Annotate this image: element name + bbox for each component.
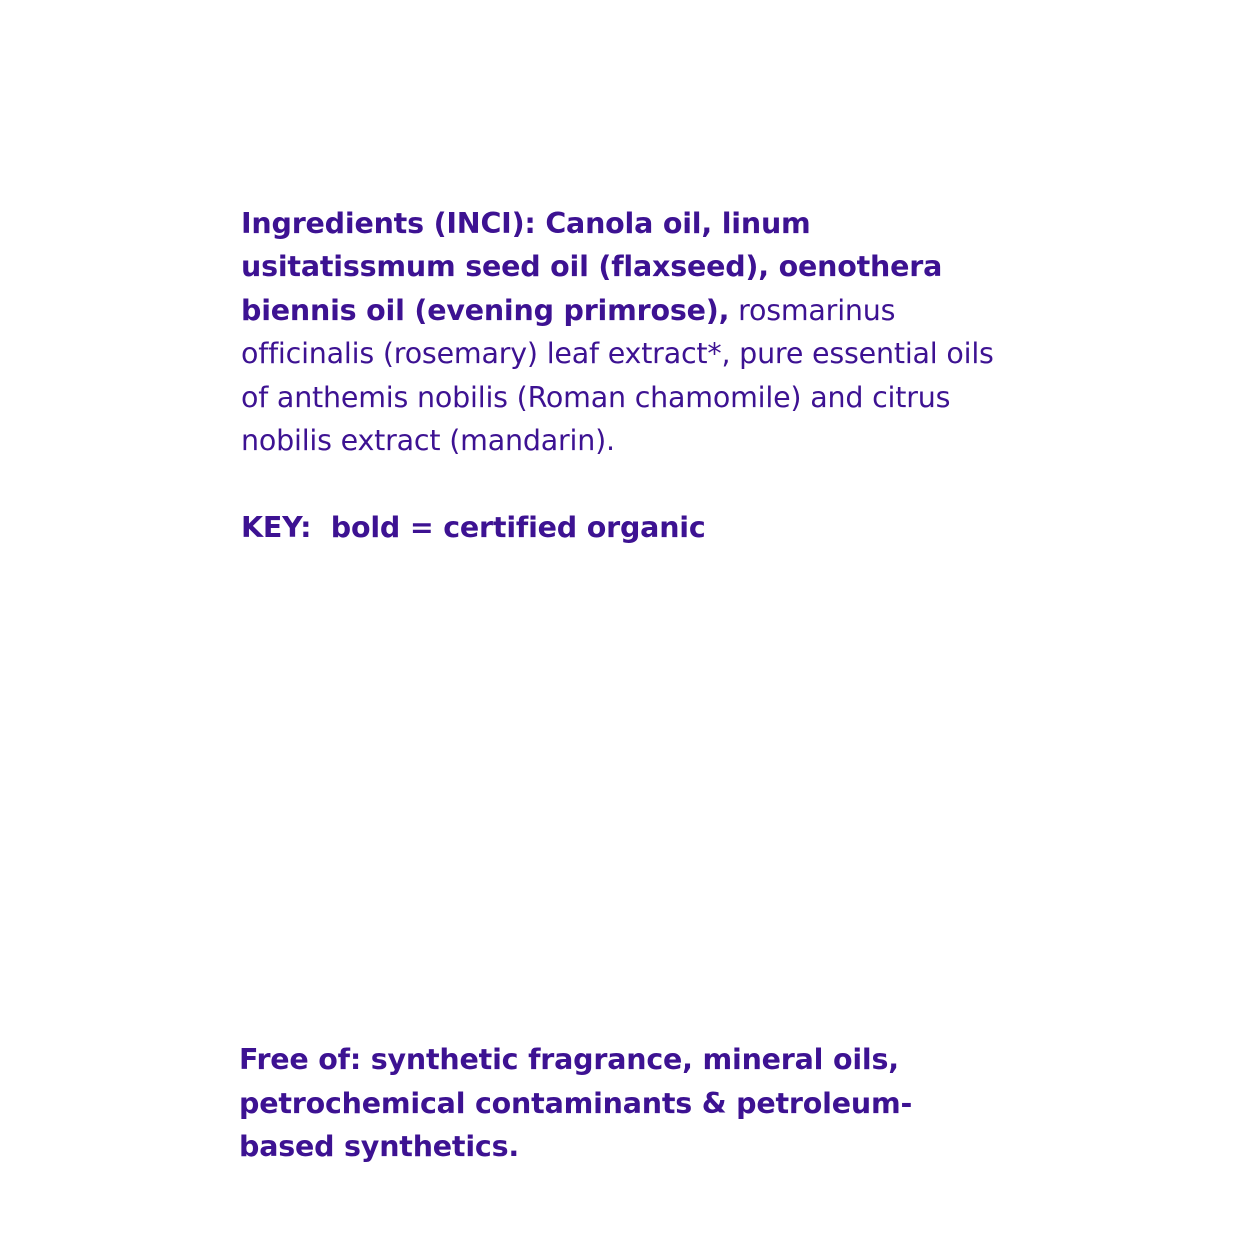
free-of-statement: Free of: synthetic fragrance, mineral oils, petrochemical contaminants & petroleum-based synthetics.	[239, 1043, 913, 1164]
ingredients-list	[241, 202, 1001, 462]
legend-key: KEY: bold = certified organic	[241, 511, 706, 544]
ingredients-organic-text: Ingredients (INCI): Canola oil, linum usitatissmum seed oil (flaxseed), oenothera biennis oil (evening primrose),	[241, 207, 943, 327]
ingredients-regular-text: rosmarinus officinalis (rosemary) leaf extract*, pure essential oils of anthemis nobilis (Roman chamomile) and citrus nobilis extract (mandarin).	[241, 293, 994, 458]
